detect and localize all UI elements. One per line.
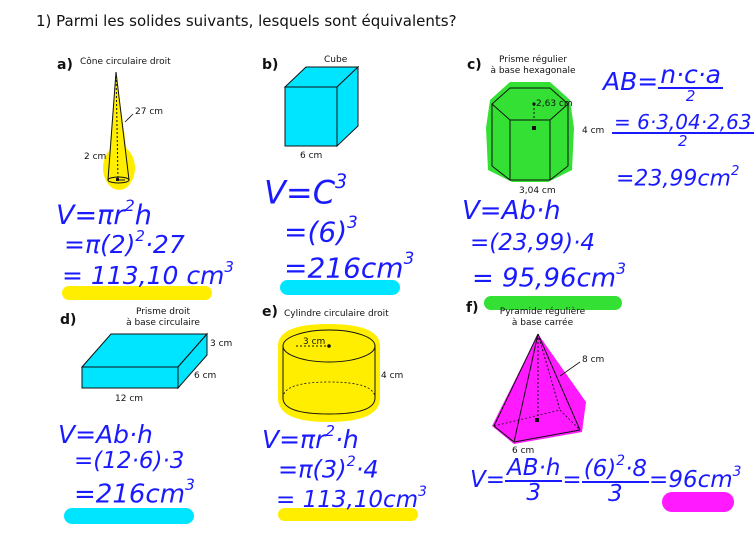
caption-f: Pyramide régulière à base carrée [499,307,586,328]
work-b-line1: $V=C^3$ [264,170,348,212]
question-title: 1) Parmi les solides suivants, lesquels sont équivalents? [36,12,457,30]
work-a-line2: $=\pi(2)^2\cdot 27$ [64,227,185,259]
dim-c-side: 3,04 cm [519,186,556,196]
label-a: a) [57,57,73,73]
cone-figure [95,70,155,195]
label-e: e) [262,304,278,320]
hexagonal-prism-figure [482,78,582,188]
cube-figure [280,64,370,154]
dim-e-height: 4 cm [381,371,404,381]
dim-e-radius: 3 cm [303,337,326,347]
work-a-line3: = 113,10 $cm^3$ [62,258,234,290]
label-f: f) [466,300,479,316]
work-d-line3: $=216cm^3$ [74,476,195,510]
caption-a: Cône circulaire droit [80,57,171,67]
rectangular-prism-figure [80,330,215,392]
caption-c: Prisme régulier à base hexagonale [490,55,576,76]
dim-d-length: 12 cm [115,394,144,404]
cylinder-figure [272,318,392,428]
work-d-line1: V=Ab·h [58,420,153,449]
label-c: c) [467,57,482,73]
work-c-line1: V=Ab·h [462,196,561,226]
caption-d: Prisme droit à base circulaire [126,307,200,328]
label-d: d) [60,312,77,328]
work-e-line2: $=\pi(3)^2\cdot 4$ [278,454,379,484]
hex-area-line1: AB= $\frac{n\cdot c\cdot a}{2}$ [603,60,722,105]
caption-e: Cylindre circulaire droit [284,309,389,319]
dim-b-edge: 6 cm [300,151,323,161]
work-c-line2: =(23,99)·4 [470,230,596,256]
dim-f-apothem: 8 cm [582,355,605,365]
work-e-line1: $V=\pi r^2\cdot h$ [262,422,359,454]
dim-d-width: 6 cm [194,371,217,381]
dim-a-radius: 2 cm [84,152,107,162]
pyramid-figure [484,332,594,450]
dim-d-height: 3 cm [210,339,233,349]
work-e-line3: = $113,10cm^3$ [276,484,427,514]
work-f-formula: V= $\frac{AB\cdot h}{3}$ = $\frac{(6)^2\cdot 8}{3}$ $=96cm^3$ [470,453,742,508]
caption-b: Cube [324,55,348,65]
work-b-line2: $=(6)^3$ [284,212,358,249]
dim-a-slant: 27 cm [135,107,164,117]
work-d-line2: =(12·6)·3 [74,448,185,474]
hex-area-line3: $=23,99cm^2$ [616,164,740,192]
highlight-d [64,508,194,524]
label-b: b) [262,57,279,73]
dim-f-side: 6 cm [512,446,535,456]
work-c-line3: = $95,96cm^3$ [472,260,627,294]
hex-area-line2: $\frac{= 6\cdot 3,04\cdot 2,63}{2}$ [614,110,752,150]
dim-c-height: 4 cm [582,126,605,136]
work-a-line1: $V=\pi r^2h$ [56,196,152,231]
dim-c-apothem: 2,63 cm [536,99,573,109]
work-b-line3: $=216cm^3$ [284,248,415,285]
